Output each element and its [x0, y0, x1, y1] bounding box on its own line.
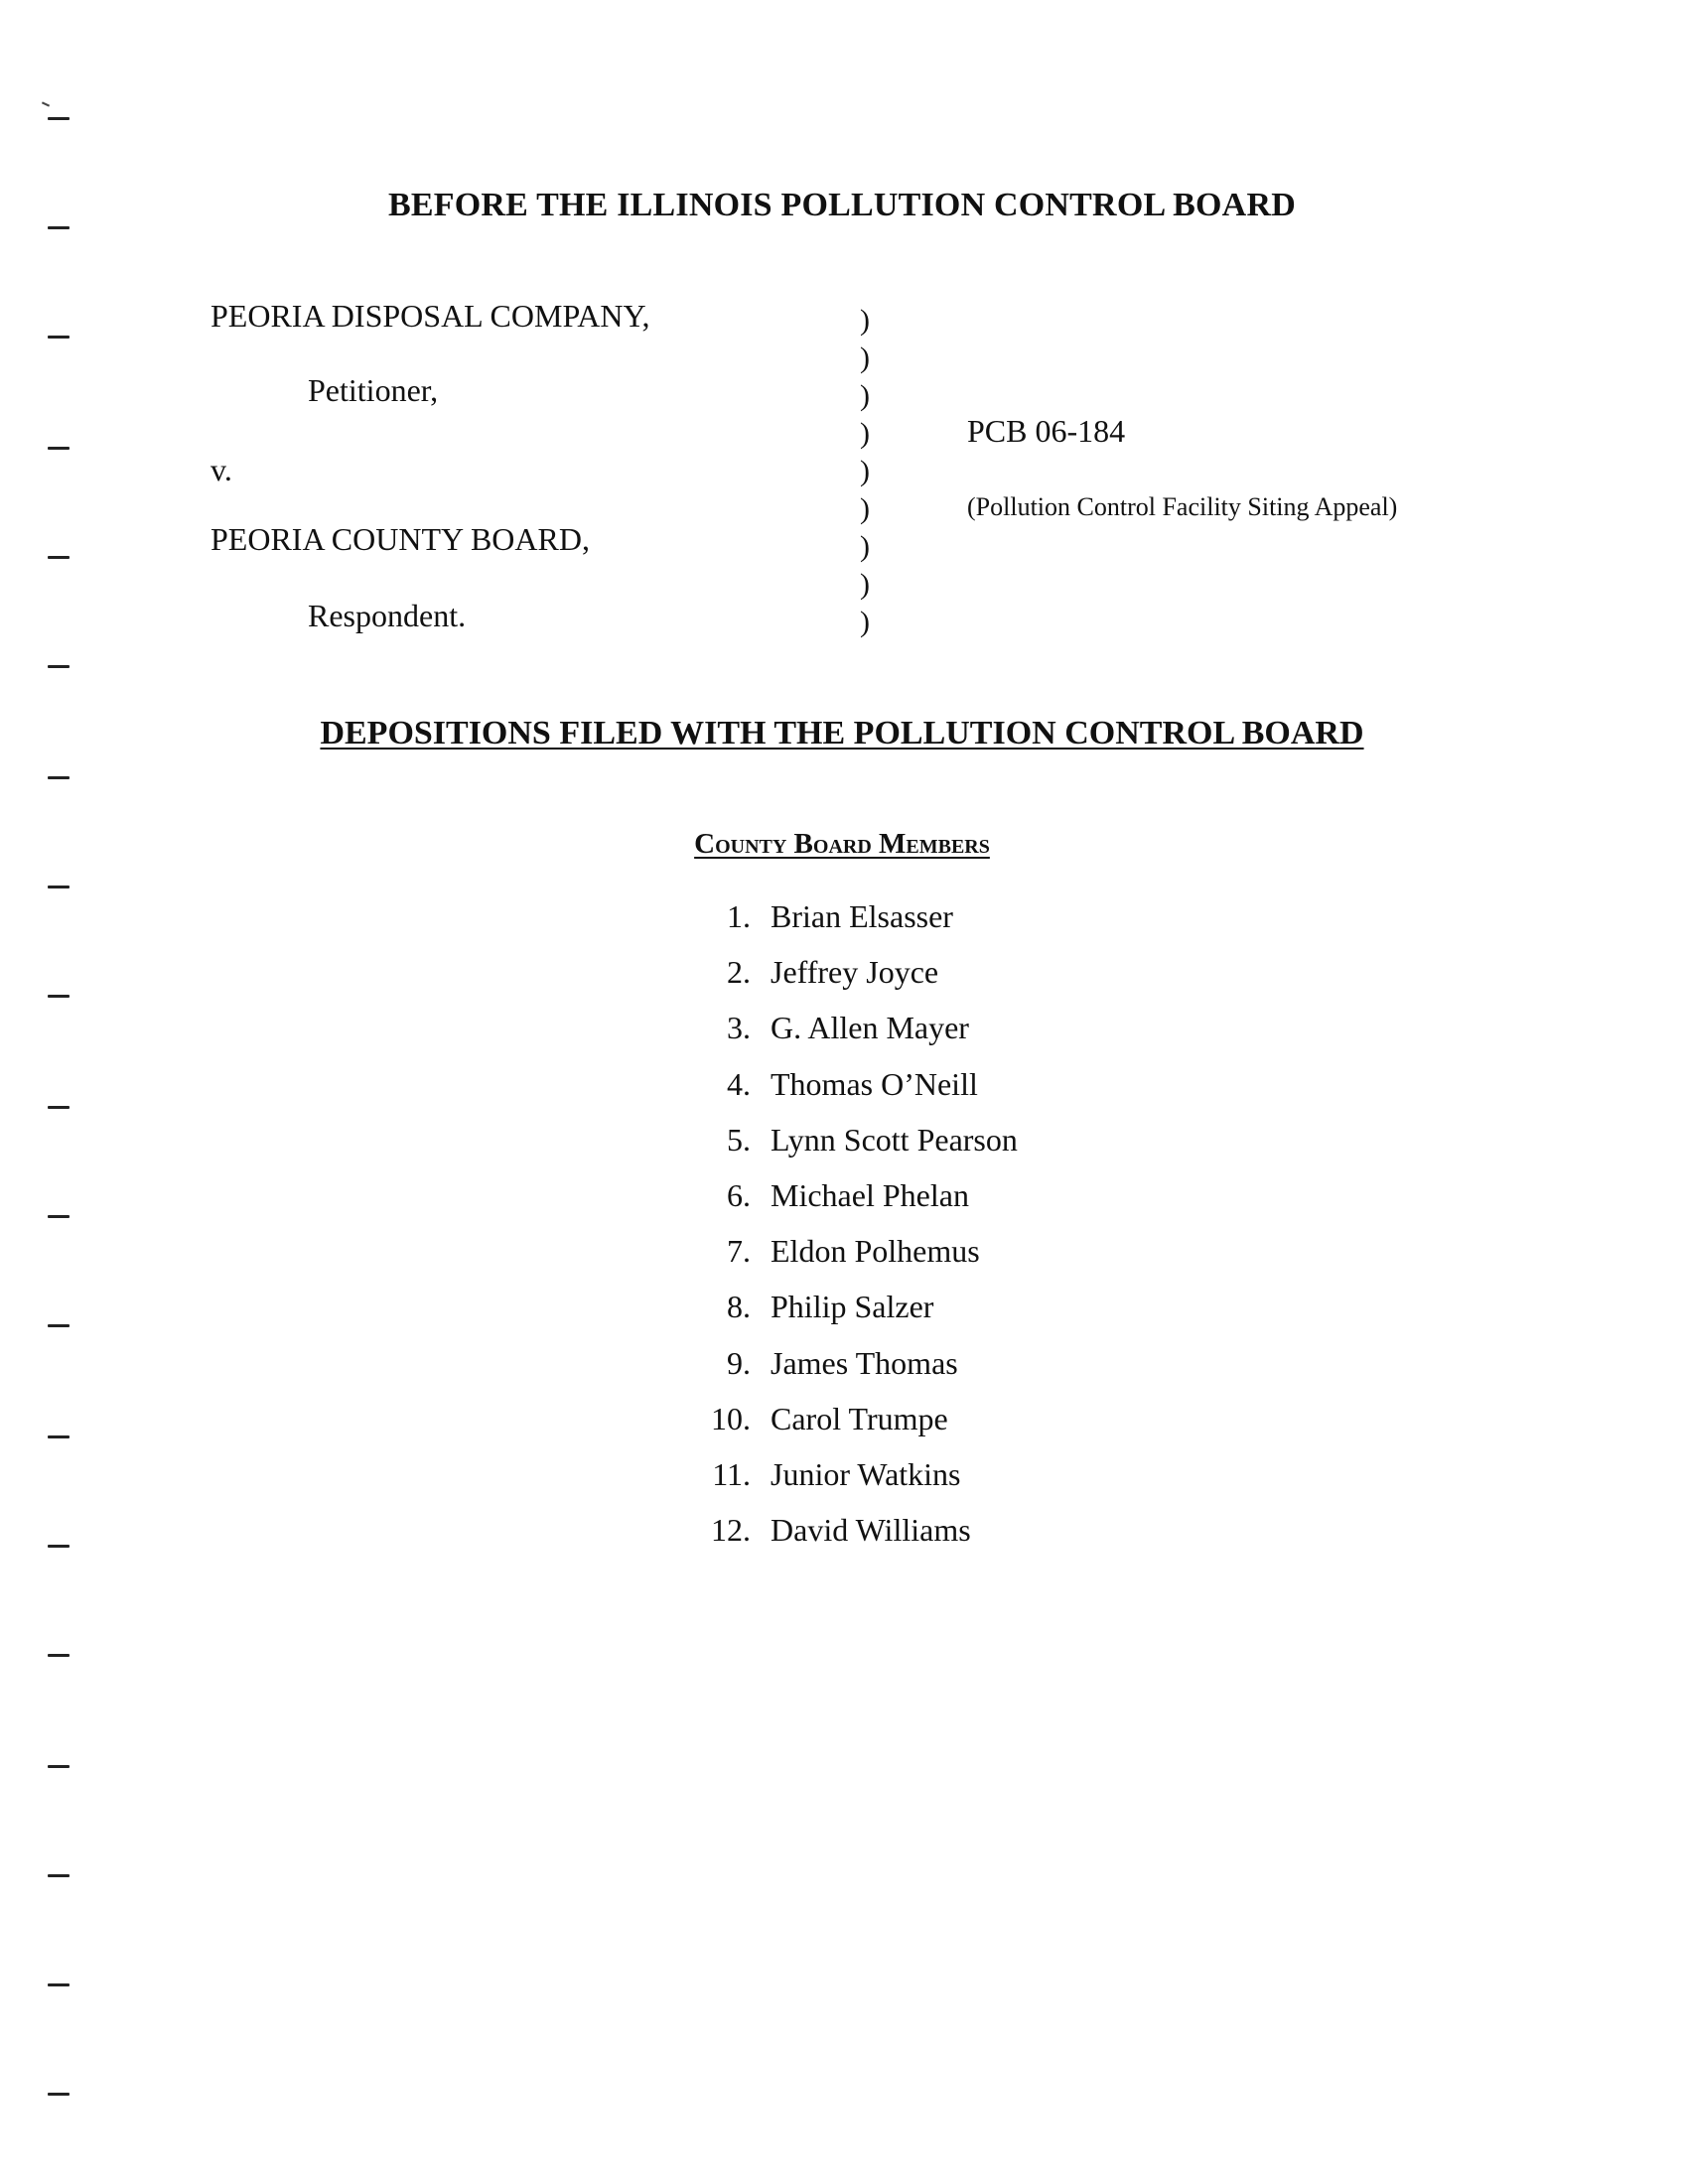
- list-item-number: 5.: [727, 1121, 751, 1158]
- edge-mark: [48, 1545, 70, 1548]
- edge-mark: [48, 556, 70, 559]
- list-item-name: Philip Salzer: [771, 1289, 934, 1325]
- caption-paren: ): [860, 568, 870, 601]
- list-item-name: G. Allen Mayer: [771, 1010, 969, 1046]
- list-item: [695, 1122, 1018, 1177]
- list-item-name: Lynn Scott Pearson: [771, 1121, 1018, 1158]
- list-item: [695, 1512, 1018, 1568]
- edge-mark: [48, 2093, 70, 2096]
- edge-mark: [48, 886, 70, 888]
- caption-paren: ): [860, 606, 870, 638]
- list-item-name: Jeffrey Joyce: [771, 954, 939, 991]
- caption-paren: ): [860, 492, 870, 525]
- list-item-number: 12.: [711, 1512, 751, 1549]
- list-item-number: 6.: [727, 1176, 751, 1213]
- respondent-role: Respondent.: [308, 598, 467, 633]
- list-item-number: 8.: [727, 1289, 751, 1325]
- list-item: [695, 1233, 1018, 1289]
- edge-mark: [48, 1765, 70, 1768]
- list-item-name: Eldon Polhemus: [771, 1233, 980, 1270]
- list-item-number: 1.: [727, 898, 751, 934]
- list-item-name: Junior Watkins: [771, 1455, 961, 1492]
- edge-mark: [48, 1983, 70, 1986]
- list-item-name: Michael Phelan: [771, 1176, 969, 1213]
- case-type: (Pollution Control Facility Siting Appeal): [967, 492, 1398, 521]
- edge-mark: [48, 1215, 70, 1218]
- caption-paren: ): [860, 379, 870, 412]
- member-list: [695, 898, 1018, 1568]
- edge-mark: [48, 1435, 70, 1438]
- list-item-number: 11.: [712, 1455, 751, 1492]
- list-item: [695, 1401, 1018, 1456]
- list-item-number: 7.: [727, 1233, 751, 1270]
- court-heading: BEFORE THE ILLINOIS POLLUTION CONTROL BOARD: [388, 187, 1296, 223]
- versus-label: v.: [210, 452, 232, 487]
- list-item: [695, 1345, 1018, 1401]
- list-item-number: 9.: [727, 1344, 751, 1381]
- caption-paren: ): [860, 304, 870, 337]
- edge-mark: [48, 1874, 70, 1877]
- edge-mark: [48, 117, 70, 120]
- list-item-number: 2.: [727, 954, 751, 991]
- petitioner-role: Petitioner,: [308, 372, 439, 408]
- case-number: PCB 06-184: [967, 413, 1126, 449]
- list-item-name: David Williams: [771, 1512, 971, 1549]
- list-item: [695, 898, 1018, 954]
- list-item: [695, 1066, 1018, 1122]
- edge-mark: [48, 226, 70, 229]
- petitioner-name: PEORIA DISPOSAL COMPANY,: [210, 298, 650, 334]
- list-item: [695, 1456, 1018, 1512]
- list-item-name: Brian Elsasser: [771, 898, 953, 934]
- caption-paren: ): [860, 341, 870, 374]
- caption-paren: ): [860, 417, 870, 450]
- list-item-name: James Thomas: [771, 1344, 958, 1381]
- edge-tick-mark: [42, 101, 50, 106]
- list-item-number: 10.: [711, 1400, 751, 1436]
- section-heading: County Board Members: [694, 828, 990, 860]
- caption-paren: ): [860, 455, 870, 487]
- list-item: [695, 954, 1018, 1010]
- document-title: DEPOSITIONS FILED WITH THE POLLUTION CONTROL BOARD: [320, 715, 1364, 751]
- edge-mark: [48, 336, 70, 339]
- edge-mark: [48, 447, 70, 450]
- edge-mark: [48, 1654, 70, 1657]
- list-item-name: Carol Trumpe: [771, 1400, 948, 1436]
- list-item: [695, 1010, 1018, 1065]
- respondent-name: PEORIA COUNTY BOARD,: [210, 521, 590, 557]
- edge-mark: [48, 776, 70, 779]
- edge-mark: [48, 1324, 70, 1327]
- edge-mark: [48, 1106, 70, 1109]
- edge-mark: [48, 995, 70, 998]
- list-item: [695, 1177, 1018, 1233]
- list-item-name: Thomas O’Neill: [771, 1065, 978, 1102]
- caption-bracket: [860, 302, 880, 641]
- list-item-number: 4.: [727, 1065, 751, 1102]
- list-item-number: 3.: [727, 1010, 751, 1046]
- caption-paren: ): [860, 530, 870, 563]
- edge-mark: [48, 665, 70, 668]
- list-item: [695, 1289, 1018, 1344]
